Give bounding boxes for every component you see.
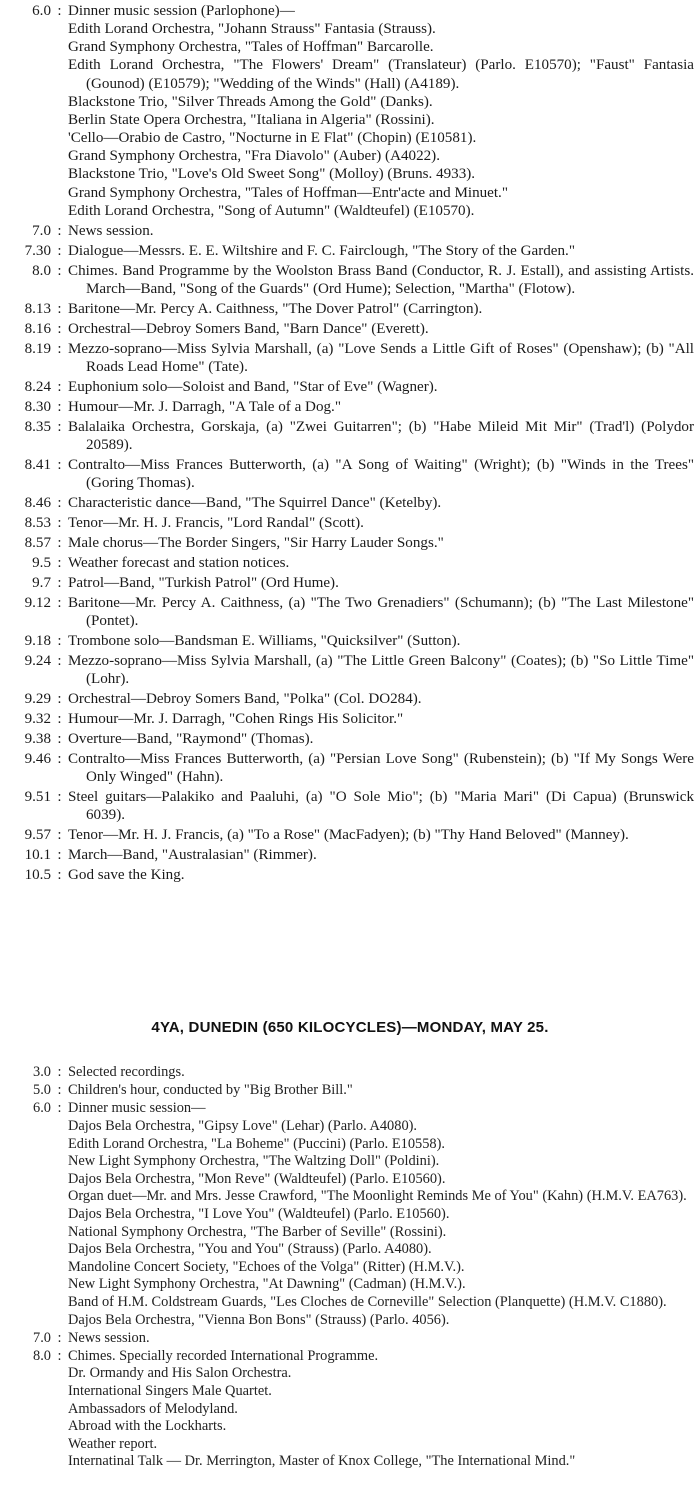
- entry-item: Edith Lorand Orchestra, "Johann Strauss" Fantasia (Strauss).: [68, 21, 436, 38]
- entry-time: 9.7: [32, 574, 51, 591]
- time-separator: :: [57, 456, 62, 473]
- schedule-entry: [0, 300, 700, 318]
- entry-description: Euphonium solo—Soloist and Band, "Star of Eve" (Wagner).: [68, 378, 438, 395]
- entry-description: March—Band, "Australasian" (Rimmer).: [68, 846, 317, 863]
- time-separator: :: [57, 1347, 62, 1364]
- schedule-entry: [0, 320, 700, 338]
- entry-body: [68, 710, 700, 728]
- time-separator: :: [57, 652, 62, 669]
- schedule-entry: [0, 1330, 700, 1348]
- entry-body: [68, 730, 700, 748]
- entry-description: Trombone solo—Bandsman E. Williams, "Quicksilver" (Sutton).: [68, 632, 461, 649]
- entry-item: Grand Symphony Orchestra, "Tales of Hoffman—Entr'acte and Minuet.": [68, 184, 508, 201]
- entry-item: International Singers Male Quartet.: [68, 1383, 272, 1400]
- schedule-entry: [0, 340, 700, 376]
- entry-body: [68, 418, 700, 454]
- entry-item: Berlin State Opera Orchestra, "Italiana in Algeria" (Rossini).: [68, 111, 435, 128]
- entry-item: Dajos Bela Orchestra, "Vienna Bon Bons" (Strauss) (Parlo. 4056).: [68, 1311, 450, 1328]
- entry-body: [68, 320, 700, 338]
- schedule-entry: [0, 398, 700, 416]
- entry-time: 8.41: [24, 456, 51, 473]
- schedule-entry: [0, 456, 700, 492]
- entry-body: [68, 300, 700, 318]
- entry-item: Grand Symphony Orchestra, "Fra Diavolo" (Auber) (A4022).: [68, 148, 440, 165]
- time-separator: :: [57, 534, 62, 551]
- entry-description: Mezzo-soprano—Miss Sylvia Marshall, (a) "The Little Green Balcony" (Coates); (b) "So Little Time" (Lohr).: [68, 652, 694, 687]
- entry-body: [68, 1100, 700, 1329]
- time-separator: :: [57, 300, 62, 317]
- time-separator: :: [57, 418, 62, 435]
- entry-time: 7.30: [24, 242, 51, 259]
- entry-item: Edith Lorand Orchestra, "The Flowers' Dream" (Translateur) (Parlo. E10570); "Faust" Fantasia (Gounod) (E10579); "Wedding of the Winds" (Hall) (A4189).: [68, 57, 694, 92]
- entry-time: 3.0: [33, 1064, 51, 1080]
- entry-description: Mezzo-soprano—Miss Sylvia Marshall, (a) "Love Sends a Little Gift of Roses" (Openshaw); (b) "All Roads Lead Home" (Tate).: [68, 340, 694, 375]
- schedule-entry: [0, 1064, 700, 1082]
- entry-time: 8.16: [24, 320, 51, 337]
- entry-time: 9.46: [24, 750, 51, 767]
- schedule-entry: [0, 652, 700, 688]
- time-separator: :: [57, 750, 62, 767]
- schedule-entry: [0, 222, 700, 240]
- entry-description: Contralto—Miss Frances Butterworth, (a) "Persian Love Song" (Rubenstein); (b) "If My Songs Were Only Winged" (Hahn).: [68, 750, 694, 785]
- entry-body: [68, 554, 700, 572]
- entry-description: Selected recordings.: [68, 1064, 185, 1080]
- entry-description: Baritone—Mr. Percy A. Caithness, "The Dover Patrol" (Carrington).: [68, 300, 483, 317]
- entry-description: Chimes. Specially recorded International Programme.: [68, 1347, 379, 1364]
- entry-description: Characteristic dance—Band, "The Squirrel Dance" (Ketelby).: [68, 494, 442, 511]
- entry-description: Tenor—Mr. H. J. Francis, "Lord Randal" (Scott).: [68, 514, 364, 531]
- time-separator: :: [57, 788, 62, 805]
- schedule-entry: [0, 514, 700, 532]
- entry-item: Blackstone Trio, "Love's Old Sweet Song" (Molloy) (Bruns. 4933).: [68, 166, 476, 183]
- entry-description: Humour—Mr. J. Darragh, "A Tale of a Dog.": [68, 398, 341, 415]
- time-separator: :: [57, 340, 62, 357]
- schedule-entry: [0, 494, 700, 512]
- entry-time: 9.38: [24, 730, 51, 747]
- time-separator: :: [57, 1064, 62, 1080]
- entry-time: 9.24: [24, 652, 51, 669]
- entry-item: Blackstone Trio, "Silver Threads Among the Gold" (Danks).: [68, 93, 433, 110]
- entry-item: Dajos Bela Orchestra, "I Love You" (Waldteufel) (Parlo. E10560).: [68, 1205, 450, 1222]
- entry-item: Internatinal Talk — Dr. Merrington, Master of Knox College, "The International Mind.": [68, 1453, 576, 1470]
- entry-description: Male chorus—The Border Singers, "Sir Harry Lauder Songs.": [68, 534, 444, 551]
- entry-description: Overture—Band, "Raymond" (Thomas).: [68, 730, 314, 747]
- time-separator: :: [57, 710, 62, 727]
- schedule-entry: [0, 730, 700, 748]
- entry-time: 6.0: [33, 1100, 51, 1117]
- station-heading: 4YA, DUNEDIN (650 KILOCYCLES)—MONDAY, MAY 25.: [151, 1019, 549, 1036]
- entry-body: [68, 534, 700, 552]
- time-separator: :: [57, 1100, 62, 1117]
- entry-time: 8.46: [24, 494, 51, 511]
- time-separator: :: [57, 1329, 62, 1346]
- time-separator: :: [57, 262, 62, 279]
- schedule-entry: [0, 826, 700, 844]
- entry-description: Dialogue—Messrs. E. E. Wiltshire and F. C. Fairclough, "The Story of the Garden.": [68, 242, 575, 259]
- entry-item: Dr. Ormandy and His Salon Orchestra.: [68, 1365, 292, 1382]
- entry-time: 9.5: [32, 554, 51, 571]
- entry-item: Dajos Bela Orchestra, "Gipsy Love" (Lehar) (Parlo. A4080).: [68, 1117, 418, 1134]
- entry-description: Dinner music session (Parlophone)—: [68, 3, 295, 19]
- entry-item: Edith Lorand Orchestra, "Song of Autumn" (Waldteufel) (E10570).: [68, 202, 475, 219]
- time-separator: :: [57, 554, 62, 571]
- schedule-entry: [0, 788, 700, 824]
- entry-description: God save the King.: [68, 866, 185, 883]
- entry-item: New Light Symphony Orchestra, "At Dawning" (Cadman) (H.M.V.).: [68, 1276, 466, 1293]
- time-separator: :: [57, 494, 62, 511]
- schedule-entry: [0, 632, 700, 650]
- schedule-entry: [0, 2, 700, 220]
- time-separator: :: [57, 846, 62, 863]
- entry-time: 8.24: [24, 378, 51, 395]
- entry-description: News session.: [68, 222, 154, 239]
- entry-description: Tenor—Mr. H. J. Francis, (a) "To a Rose" (MacFadyen); (b) "Thy Hand Beloved" (Manney).: [68, 826, 629, 843]
- entry-body: [68, 242, 700, 260]
- entry-time: 9.32: [24, 710, 51, 727]
- entry-time: 9.57: [24, 826, 51, 843]
- schedule-entry: [0, 1348, 700, 1471]
- entry-body: [68, 1330, 700, 1348]
- entry-time: 8.0: [33, 1347, 51, 1364]
- entry-item: National Symphony Orchestra, "The Barber of Seville" (Rossini).: [68, 1223, 447, 1240]
- entry-body: [68, 690, 700, 708]
- schedule-entry: [0, 262, 700, 298]
- entry-body: [68, 222, 700, 240]
- entry-time: 8.19: [24, 340, 51, 357]
- entry-time: 10.5: [24, 866, 51, 883]
- entry-time: 6.0: [32, 3, 51, 19]
- entry-description: Dinner music session—: [68, 1100, 206, 1117]
- entry-body: [68, 594, 700, 630]
- entry-body: [68, 456, 700, 492]
- schedule-entry: [0, 846, 700, 864]
- entry-description: Baritone—Mr. Percy A. Caithness, (a) "The Two Grenadiers" (Schumann); (b) "The Last Milestone" (Pontet).: [68, 594, 694, 629]
- entry-time: 8.53: [24, 514, 51, 531]
- schedule-entry: [0, 866, 700, 884]
- entry-time: 7.0: [33, 1329, 51, 1346]
- entry-item: Mandoline Concert Society, "Echoes of the Volga" (Ritter) (H.M.V.).: [68, 1258, 465, 1275]
- entry-time: 8.13: [24, 300, 51, 317]
- entry-body: [68, 398, 700, 416]
- entry-body: [68, 846, 700, 864]
- time-separator: :: [57, 378, 62, 395]
- schedule-entry: [0, 710, 700, 728]
- entry-item: Grand Symphony Orchestra, "Tales of Hoffman" Barcarolle.: [68, 39, 434, 56]
- time-separator: :: [57, 594, 62, 611]
- entry-body: [68, 652, 700, 688]
- entry-item: New Light Symphony Orchestra, "The Waltzing Doll" (Poldini).: [68, 1153, 440, 1170]
- time-separator: :: [57, 866, 62, 883]
- schedule-entry: [0, 554, 700, 572]
- entry-body: [68, 826, 700, 844]
- entry-item: Weather report.: [68, 1435, 158, 1452]
- schedule-entry: [0, 418, 700, 454]
- entry-body: [68, 574, 700, 592]
- entry-description: Humour—Mr. J. Darragh, "Cohen Rings His Solicitor.": [68, 710, 404, 727]
- time-separator: :: [57, 398, 62, 415]
- schedule-entry: [0, 750, 700, 786]
- entry-time: 7.0: [32, 222, 51, 239]
- entry-time: 8.57: [24, 534, 51, 551]
- entry-time: 8.0: [32, 262, 51, 279]
- time-separator: :: [57, 690, 62, 707]
- time-separator: :: [57, 826, 62, 843]
- time-separator: :: [57, 632, 62, 649]
- entry-body: [68, 750, 700, 786]
- schedule-entry: [0, 242, 700, 260]
- schedule-section-1: [0, 2, 700, 886]
- entry-item: Abroad with the Lockharts.: [68, 1418, 227, 1435]
- entry-description: Orchestral—Debroy Somers Band, "Polka" (Col. DO284).: [68, 690, 422, 707]
- entry-item: 'Cello—Orabio de Castro, "Nocturne in E Flat" (Chopin) (E10581).: [68, 130, 477, 147]
- entry-body: [68, 1082, 700, 1100]
- time-separator: :: [57, 242, 62, 259]
- entry-time: 10.1: [24, 846, 51, 863]
- entry-description: Patrol—Band, "Turkish Patrol" (Ord Hume).: [68, 574, 339, 591]
- time-separator: :: [57, 320, 62, 337]
- entry-time: 5.0: [33, 1082, 51, 1099]
- entry-body: [68, 2, 700, 220]
- entry-body: [68, 1348, 700, 1471]
- entry-item: Band of H.M. Coldstream Guards, "Les Cloches de Corneville" Selection (Planquette) (H.M.V. C1880).: [68, 1293, 667, 1310]
- entry-description: Balalaika Orchestra, Gorskaja, (a) "Zwei Guitarren"; (b) "Habe Mileid Mit Mir" (Trad'l) (Polydor 20589).: [68, 418, 694, 453]
- schedule-entry: [0, 378, 700, 396]
- time-separator: :: [57, 730, 62, 747]
- entry-description: Children's hour, conducted by "Big Brother Bill.": [68, 1082, 353, 1099]
- schedule-entry: [0, 594, 700, 630]
- entry-description: Chimes. Band Programme by the Woolston Brass Band (Conductor, R. J. Estall), and assisting Artists. March—Band, "Song of the Guards" (Ord Hume); Selection, "Martha" (Flotow).: [68, 262, 694, 297]
- entry-body: [68, 378, 700, 396]
- schedule-entry: [0, 534, 700, 552]
- entry-item: Dajos Bela Orchestra, "You and You" (Strauss) (Parlo. A4080).: [68, 1241, 432, 1258]
- entry-description: Contralto—Miss Frances Butterworth, (a) "A Song of Waiting" (Wright); (b) "Winds in the Trees" (Goring Thomas).: [68, 456, 694, 491]
- entry-time: 9.51: [24, 788, 51, 805]
- time-separator: :: [57, 222, 62, 239]
- entry-body: [68, 340, 700, 376]
- time-separator: :: [57, 1082, 62, 1099]
- entry-body: [68, 788, 700, 824]
- entry-time: 9.18: [24, 632, 51, 649]
- entry-item: Dajos Bela Orchestra, "Mon Reve" (Waldteufel) (Parlo. E10560).: [68, 1170, 446, 1187]
- entry-time: 8.35: [24, 418, 51, 435]
- entry-time: 8.30: [24, 398, 51, 415]
- entry-description: News session.: [68, 1329, 150, 1346]
- entry-item: Edith Lorand Orchestra, "La Boheme" (Puccini) (Parlo. E10558).: [68, 1135, 446, 1152]
- entry-time: 9.29: [24, 690, 51, 707]
- time-separator: :: [57, 3, 62, 19]
- entry-description: Steel guitars—Palakiko and Paaluhi, (a) "O Sole Mio"; (b) "Maria Mari" (Di Capua) (Brunswick 6039).: [68, 788, 694, 823]
- time-separator: :: [57, 574, 62, 591]
- entry-body: [68, 866, 700, 884]
- schedule-entry: [0, 574, 700, 592]
- schedule-entry: [0, 1100, 700, 1329]
- entry-description: Orchestral—Debroy Somers Band, "Barn Dance" (Everett).: [68, 320, 429, 337]
- schedule-entry: [0, 1082, 700, 1100]
- schedule-section-2: [0, 1064, 700, 1472]
- entry-body: [68, 632, 700, 650]
- entry-body: [68, 1064, 700, 1082]
- time-separator: :: [57, 514, 62, 531]
- schedule-entry: [0, 690, 700, 708]
- entry-body: [68, 262, 700, 298]
- entry-item: Organ duet—Mr. and Mrs. Jesse Crawford, "The Moonlight Reminds Me of You" (Kahn) (H.M.V. EA763).: [68, 1188, 687, 1205]
- entry-time: 9.12: [24, 594, 51, 611]
- entry-body: [68, 514, 700, 532]
- entry-item: Ambassadors of Melodyland.: [68, 1400, 238, 1417]
- entry-description: Weather forecast and station notices.: [68, 554, 290, 571]
- entry-body: [68, 494, 700, 512]
